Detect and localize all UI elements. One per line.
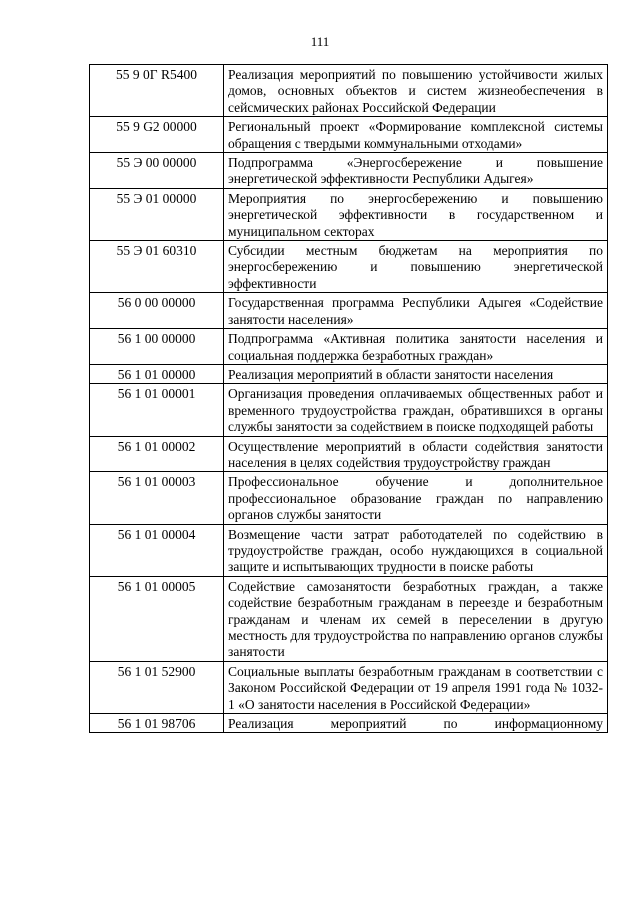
- table-row: [90, 714, 608, 733]
- row-description: Профессиональное обучение и дополнительное профессиональное образование граждан по направлению органов службы занятости: [224, 472, 608, 524]
- table-row: [90, 364, 608, 383]
- row-description: Реализация мероприятий по повышению устойчивости жилых домов, основных объектов и систем жизнеобеспечения в сейсмических районах Российской Федерации: [224, 65, 608, 117]
- row-code: 56 1 01 98706: [90, 714, 224, 733]
- row-description: Субсидии местным бюджетам на мероприятия по энергосбережению и повышению энергетической эффективности: [224, 241, 608, 293]
- table-row: [90, 329, 608, 365]
- table-row: [90, 153, 608, 189]
- row-description: Организация проведения оплачиваемых общественных работ и временного трудоустройства граждан, обратившихся в органы службы занятости за содействием в поиске подходящей работы: [224, 384, 608, 436]
- row-code: 56 1 01 52900: [90, 661, 224, 713]
- table-row: [90, 472, 608, 524]
- row-description: Социальные выплаты безработным гражданам в соответствии с Законом Российской Федерации от 19 апреля 1991 года № 1032-1 «О занятости населения в Российской Федерации»: [224, 661, 608, 713]
- row-description: Подпрограмма «Активная политика занятости населения и социальная поддержка безработных граждан»: [224, 329, 608, 365]
- row-description-text: Реализация мероприятий по информационному: [228, 716, 603, 732]
- row-description: [224, 714, 608, 733]
- row-description: Возмещение части затрат работодателей по содействию в трудоустройстве граждан, особо нуждающихся в социальной защите и испытывающих трудности в поиске работы: [224, 524, 608, 576]
- page-number: 111: [310, 34, 330, 49]
- row-code: 56 1 01 00003: [90, 472, 224, 524]
- row-code: 56 1 01 00002: [90, 436, 224, 472]
- budget-codes-table: [89, 64, 608, 733]
- row-description: Содействие самозанятости безработных граждан, а также содействие безработным гражданам в переезде и безработным гражданам и членам их семей в переселении в другую местность для трудоустройства по направлению органов службы занятости: [224, 576, 608, 661]
- table-row: [90, 384, 608, 436]
- table-row: [90, 65, 608, 117]
- row-code: 55 Э 00 00000: [90, 153, 224, 189]
- row-code: 56 1 01 00000: [90, 364, 224, 383]
- row-code: 56 0 00 00000: [90, 293, 224, 329]
- row-description: Мероприятия по энергосбережению и повышению энергетической эффективности в государственном и муниципальном секторах: [224, 188, 608, 240]
- table-row: [90, 661, 608, 713]
- table-row: [90, 576, 608, 661]
- row-code: 55 9 G2 00000: [90, 117, 224, 153]
- row-description: Подпрограмма «Энергосбережение и повышение энергетической эффективности Республики Адыгея»: [224, 153, 608, 189]
- row-description: Государственная программа Республики Адыгея «Содействие занятости населения»: [224, 293, 608, 329]
- row-code: 56 1 01 00005: [90, 576, 224, 661]
- table-row: [90, 188, 608, 240]
- row-description: Реализация мероприятий в области занятости населения: [224, 364, 608, 383]
- table-row: [90, 524, 608, 576]
- table-row: [90, 241, 608, 293]
- row-code: 55 Э 01 60310: [90, 241, 224, 293]
- table-row: [90, 293, 608, 329]
- row-code: 56 1 01 00001: [90, 384, 224, 436]
- table-row: [90, 436, 608, 472]
- row-code: 55 9 0Г R5400: [90, 65, 224, 117]
- row-code: 56 1 01 00004: [90, 524, 224, 576]
- row-code: 56 1 00 00000: [90, 329, 224, 365]
- row-description: Осуществление мероприятий в области содействия занятости населения в целях содействия трудоустройству граждан: [224, 436, 608, 472]
- row-code: 55 Э 01 00000: [90, 188, 224, 240]
- row-description: Региональный проект «Формирование комплексной системы обращения с твердыми коммунальными отходами»: [224, 117, 608, 153]
- table-row: [90, 117, 608, 153]
